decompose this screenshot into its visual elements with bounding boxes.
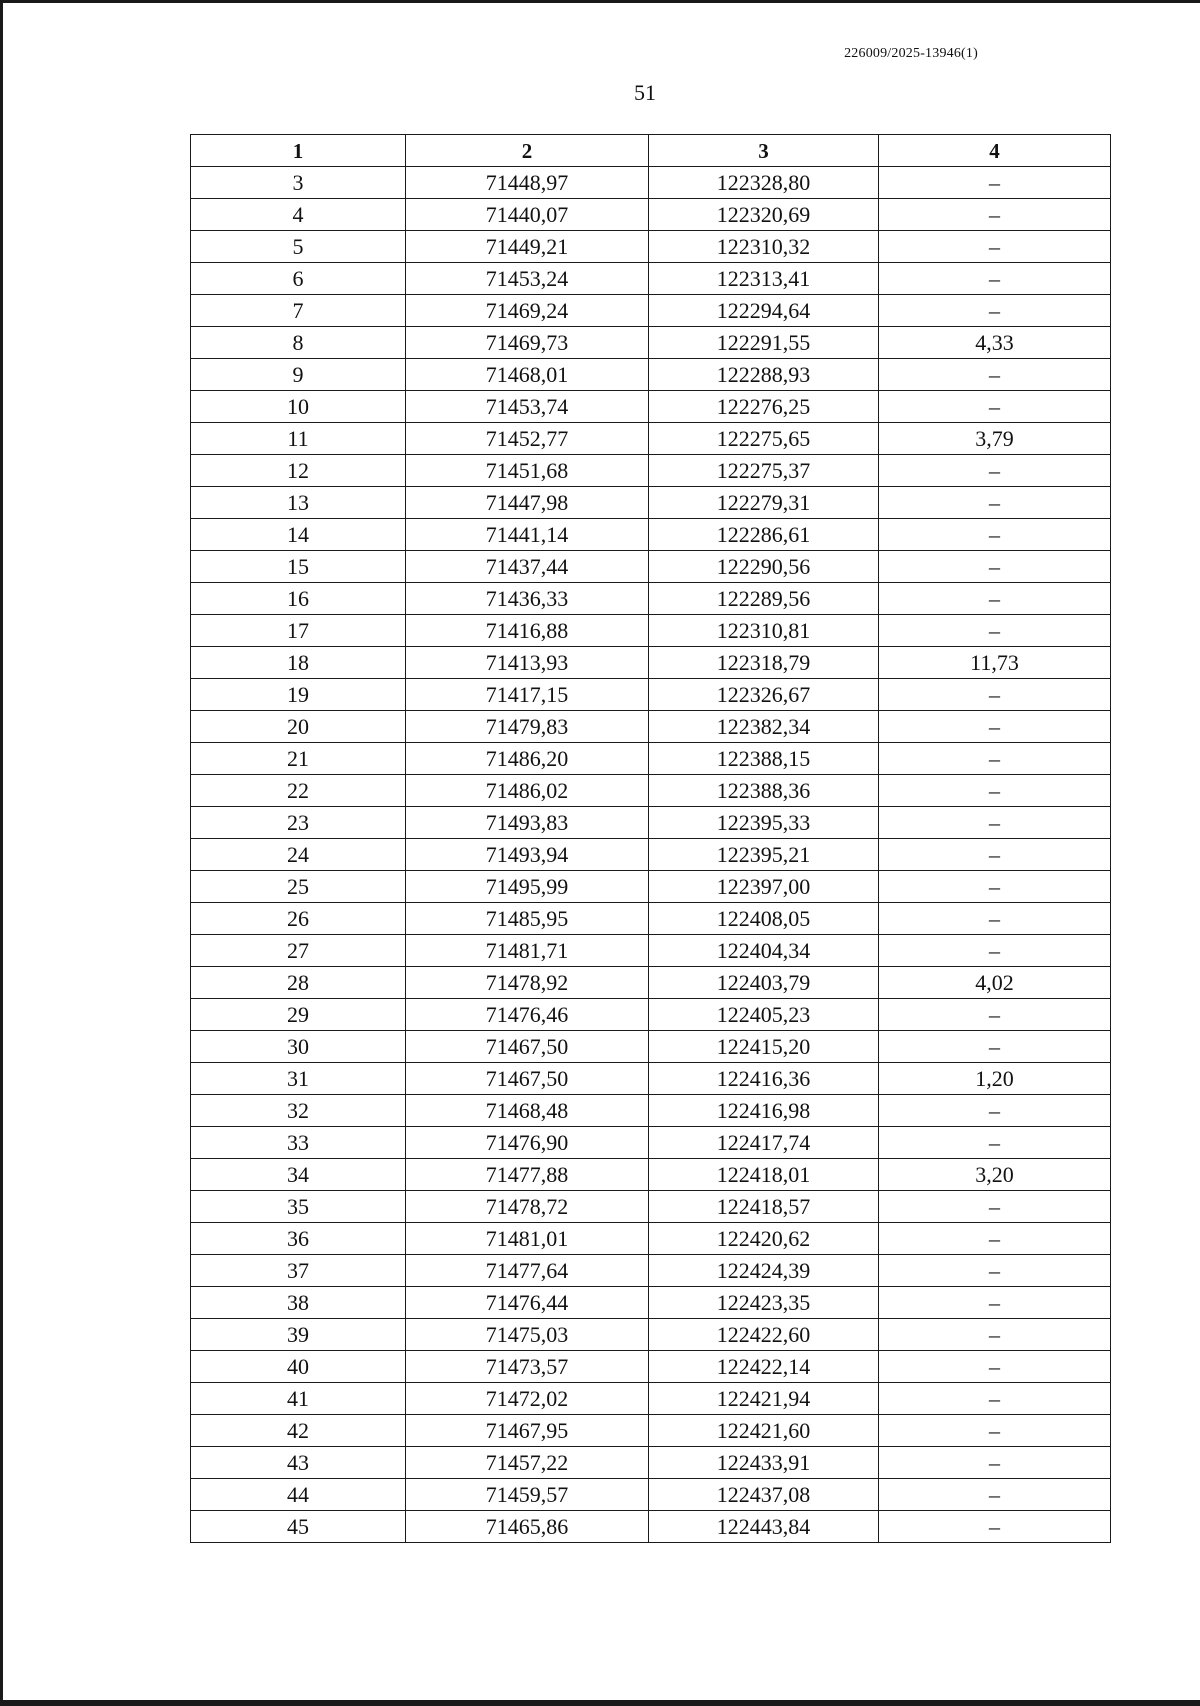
table-cell: 7 bbox=[191, 295, 406, 327]
table-cell: 28 bbox=[191, 967, 406, 999]
table-cell: 71465,86 bbox=[406, 1511, 649, 1543]
table-cell: 71476,90 bbox=[406, 1127, 649, 1159]
table-row bbox=[191, 167, 1111, 199]
table-cell: 71493,94 bbox=[406, 839, 649, 871]
table-cell: 20 bbox=[191, 711, 406, 743]
table-cell: 122294,64 bbox=[649, 295, 879, 327]
table-row bbox=[191, 679, 1111, 711]
table-cell: 71453,74 bbox=[406, 391, 649, 423]
table-cell: 19 bbox=[191, 679, 406, 711]
table-cell: 122422,14 bbox=[649, 1351, 879, 1383]
table-cell: 34 bbox=[191, 1159, 406, 1191]
table-cell: 122388,36 bbox=[649, 775, 879, 807]
table-cell: 6 bbox=[191, 263, 406, 295]
table-cell: 37 bbox=[191, 1255, 406, 1287]
table-cell: 71417,15 bbox=[406, 679, 649, 711]
table-cell: 40 bbox=[191, 1351, 406, 1383]
table-cell: 16 bbox=[191, 583, 406, 615]
table-cell: 71447,98 bbox=[406, 487, 649, 519]
table-cell: 122416,36 bbox=[649, 1063, 879, 1095]
document-id: 226009/2025-13946(1) bbox=[844, 46, 978, 61]
table-cell: 71486,02 bbox=[406, 775, 649, 807]
table-cell: 71440,07 bbox=[406, 199, 649, 231]
table-cell: – bbox=[879, 1191, 1111, 1223]
table-cell: 122405,23 bbox=[649, 999, 879, 1031]
table-cell: – bbox=[879, 1319, 1111, 1351]
table-row bbox=[191, 263, 1111, 295]
table-cell: 122275,37 bbox=[649, 455, 879, 487]
table-row bbox=[191, 1319, 1111, 1351]
table-cell: – bbox=[879, 807, 1111, 839]
table-cell: 122408,05 bbox=[649, 903, 879, 935]
table-cell: 71481,71 bbox=[406, 935, 649, 967]
table-cell: 122423,35 bbox=[649, 1287, 879, 1319]
table-cell: – bbox=[879, 455, 1111, 487]
table-cell: 71481,01 bbox=[406, 1223, 649, 1255]
table-row bbox=[191, 359, 1111, 391]
table-cell: 122415,20 bbox=[649, 1031, 879, 1063]
table-cell: 122403,79 bbox=[649, 967, 879, 999]
table-cell: 71485,95 bbox=[406, 903, 649, 935]
table-cell: – bbox=[879, 775, 1111, 807]
table-cell: – bbox=[879, 263, 1111, 295]
table-cell: 122388,15 bbox=[649, 743, 879, 775]
table-cell: 122328,80 bbox=[649, 167, 879, 199]
table-cell: 14 bbox=[191, 519, 406, 551]
table-row bbox=[191, 999, 1111, 1031]
table-cell: 35 bbox=[191, 1191, 406, 1223]
table-cell: 17 bbox=[191, 615, 406, 647]
table-row bbox=[191, 711, 1111, 743]
table-cell: – bbox=[879, 519, 1111, 551]
table-row bbox=[191, 903, 1111, 935]
table-cell: 122310,81 bbox=[649, 615, 879, 647]
table-row bbox=[191, 1191, 1111, 1223]
table-row bbox=[191, 775, 1111, 807]
table-body bbox=[191, 167, 1111, 1543]
table-cell: 71449,21 bbox=[406, 231, 649, 263]
table-cell: 71413,93 bbox=[406, 647, 649, 679]
table-cell: – bbox=[879, 583, 1111, 615]
table-cell: 42 bbox=[191, 1415, 406, 1447]
table-cell: – bbox=[879, 871, 1111, 903]
table-row bbox=[191, 199, 1111, 231]
table-cell: 12 bbox=[191, 455, 406, 487]
table-cell: 122397,00 bbox=[649, 871, 879, 903]
table-row bbox=[191, 1351, 1111, 1383]
table-cell: 122421,94 bbox=[649, 1383, 879, 1415]
page-border-left bbox=[0, 0, 3, 1706]
table-cell: 71451,68 bbox=[406, 455, 649, 487]
table-cell: 122437,08 bbox=[649, 1479, 879, 1511]
table-header-row bbox=[191, 135, 1111, 167]
table-cell: 71436,33 bbox=[406, 583, 649, 615]
table-cell: 38 bbox=[191, 1287, 406, 1319]
table-cell: 122395,21 bbox=[649, 839, 879, 871]
table-cell: 71467,50 bbox=[406, 1031, 649, 1063]
table-cell: – bbox=[879, 359, 1111, 391]
table-cell: 71469,73 bbox=[406, 327, 649, 359]
table-cell: – bbox=[879, 615, 1111, 647]
column-header: 3 bbox=[649, 135, 879, 167]
page-border-bottom bbox=[0, 1700, 1200, 1706]
table-cell: 4 bbox=[191, 199, 406, 231]
table-row bbox=[191, 551, 1111, 583]
table-row bbox=[191, 583, 1111, 615]
table-row bbox=[191, 967, 1111, 999]
page-border-top bbox=[0, 0, 1200, 3]
table-cell: 9 bbox=[191, 359, 406, 391]
table-row bbox=[191, 1095, 1111, 1127]
table-cell: 23 bbox=[191, 807, 406, 839]
table-row bbox=[191, 1063, 1111, 1095]
table-row bbox=[191, 839, 1111, 871]
table-cell: 71475,03 bbox=[406, 1319, 649, 1351]
table-cell: – bbox=[879, 551, 1111, 583]
table-cell: – bbox=[879, 1031, 1111, 1063]
table-cell: – bbox=[879, 487, 1111, 519]
table-cell: 18 bbox=[191, 647, 406, 679]
table-cell: – bbox=[879, 1479, 1111, 1511]
table-row bbox=[191, 327, 1111, 359]
table-cell: 122291,55 bbox=[649, 327, 879, 359]
table-row bbox=[191, 1383, 1111, 1415]
table-cell: 71468,01 bbox=[406, 359, 649, 391]
table-cell: 21 bbox=[191, 743, 406, 775]
table-cell: 122275,65 bbox=[649, 423, 879, 455]
table-cell: 122424,39 bbox=[649, 1255, 879, 1287]
table-cell: 122382,34 bbox=[649, 711, 879, 743]
column-header: 2 bbox=[406, 135, 649, 167]
table-cell: 71479,83 bbox=[406, 711, 649, 743]
table-cell: – bbox=[879, 199, 1111, 231]
table-cell: 3,20 bbox=[879, 1159, 1111, 1191]
table-cell: 122318,79 bbox=[649, 647, 879, 679]
table-cell: 32 bbox=[191, 1095, 406, 1127]
table-cell: 3,79 bbox=[879, 423, 1111, 455]
table-cell: 71472,02 bbox=[406, 1383, 649, 1415]
table-cell: – bbox=[879, 1127, 1111, 1159]
table-cell: 122443,84 bbox=[649, 1511, 879, 1543]
table-cell: – bbox=[879, 231, 1111, 263]
table-cell: – bbox=[879, 295, 1111, 327]
table-cell: 122276,25 bbox=[649, 391, 879, 423]
table-cell: 31 bbox=[191, 1063, 406, 1095]
table-cell: 22 bbox=[191, 775, 406, 807]
table-cell: 10 bbox=[191, 391, 406, 423]
table-cell: 1,20 bbox=[879, 1063, 1111, 1095]
table-cell: 30 bbox=[191, 1031, 406, 1063]
page-number: 51 bbox=[634, 80, 656, 105]
table-cell: 71468,48 bbox=[406, 1095, 649, 1127]
table-cell: – bbox=[879, 903, 1111, 935]
table-cell: 71416,88 bbox=[406, 615, 649, 647]
table-cell: 71448,97 bbox=[406, 167, 649, 199]
table-cell: – bbox=[879, 167, 1111, 199]
table-cell: 13 bbox=[191, 487, 406, 519]
table-cell: 71473,57 bbox=[406, 1351, 649, 1383]
table-cell: 122418,57 bbox=[649, 1191, 879, 1223]
table-cell: – bbox=[879, 679, 1111, 711]
table-cell: 39 bbox=[191, 1319, 406, 1351]
table-cell: 122289,56 bbox=[649, 583, 879, 615]
table-cell: – bbox=[879, 1287, 1111, 1319]
table-cell: 71437,44 bbox=[406, 551, 649, 583]
table-cell: – bbox=[879, 1223, 1111, 1255]
table-cell: 122286,61 bbox=[649, 519, 879, 551]
table-cell: 71467,50 bbox=[406, 1063, 649, 1095]
table-cell: – bbox=[879, 1511, 1111, 1543]
table-cell: 122404,34 bbox=[649, 935, 879, 967]
table-cell: 27 bbox=[191, 935, 406, 967]
table-cell: 15 bbox=[191, 551, 406, 583]
table-cell: 4,02 bbox=[879, 967, 1111, 999]
table-cell: 8 bbox=[191, 327, 406, 359]
table-cell: 71478,92 bbox=[406, 967, 649, 999]
table-cell: 71495,99 bbox=[406, 871, 649, 903]
table-cell: – bbox=[879, 839, 1111, 871]
table-row bbox=[191, 231, 1111, 263]
column-header: 1 bbox=[191, 135, 406, 167]
table-cell: – bbox=[879, 1351, 1111, 1383]
table-cell: – bbox=[879, 999, 1111, 1031]
table-cell: 122320,69 bbox=[649, 199, 879, 231]
coordinates-table bbox=[190, 134, 1111, 1543]
column-header: 4 bbox=[879, 135, 1111, 167]
table-cell: 71486,20 bbox=[406, 743, 649, 775]
table-row bbox=[191, 1287, 1111, 1319]
table-row bbox=[191, 1031, 1111, 1063]
table-row bbox=[191, 1127, 1111, 1159]
table-cell: 122290,56 bbox=[649, 551, 879, 583]
table-cell: 122310,32 bbox=[649, 231, 879, 263]
table-cell: – bbox=[879, 743, 1111, 775]
table-row bbox=[191, 807, 1111, 839]
table-row bbox=[191, 391, 1111, 423]
table-cell: – bbox=[879, 1095, 1111, 1127]
table-cell: – bbox=[879, 1255, 1111, 1287]
table-cell: 71476,46 bbox=[406, 999, 649, 1031]
table-cell: 71459,57 bbox=[406, 1479, 649, 1511]
table-cell: 71441,14 bbox=[406, 519, 649, 551]
table-cell: 33 bbox=[191, 1127, 406, 1159]
table-cell: 122313,41 bbox=[649, 263, 879, 295]
table-cell: – bbox=[879, 391, 1111, 423]
table-cell: 11 bbox=[191, 423, 406, 455]
table-cell: 122422,60 bbox=[649, 1319, 879, 1351]
table-cell: 29 bbox=[191, 999, 406, 1031]
table-row bbox=[191, 871, 1111, 903]
table-row bbox=[191, 455, 1111, 487]
table-row bbox=[191, 1159, 1111, 1191]
table-row bbox=[191, 743, 1111, 775]
table-cell: 71476,44 bbox=[406, 1287, 649, 1319]
table-cell: 45 bbox=[191, 1511, 406, 1543]
table-cell: 122395,33 bbox=[649, 807, 879, 839]
table-cell: 71467,95 bbox=[406, 1415, 649, 1447]
table-cell: 3 bbox=[191, 167, 406, 199]
table-cell: 5 bbox=[191, 231, 406, 263]
table-cell: 71453,24 bbox=[406, 263, 649, 295]
table-cell: 122433,91 bbox=[649, 1447, 879, 1479]
table-row bbox=[191, 615, 1111, 647]
table-cell: 122421,60 bbox=[649, 1415, 879, 1447]
table-row bbox=[191, 487, 1111, 519]
table-cell: 71469,24 bbox=[406, 295, 649, 327]
table-row bbox=[191, 1447, 1111, 1479]
table-cell: 25 bbox=[191, 871, 406, 903]
table-cell: 4,33 bbox=[879, 327, 1111, 359]
table-cell: 11,73 bbox=[879, 647, 1111, 679]
table-cell: – bbox=[879, 711, 1111, 743]
table-cell: 43 bbox=[191, 1447, 406, 1479]
table-cell: 71478,72 bbox=[406, 1191, 649, 1223]
table-row bbox=[191, 1479, 1111, 1511]
table-cell: 71452,77 bbox=[406, 423, 649, 455]
table-cell: 71477,64 bbox=[406, 1255, 649, 1287]
table-row bbox=[191, 1223, 1111, 1255]
table-cell: 122326,67 bbox=[649, 679, 879, 711]
table-cell: 71457,22 bbox=[406, 1447, 649, 1479]
table-cell: 122279,31 bbox=[649, 487, 879, 519]
table-cell: 122418,01 bbox=[649, 1159, 879, 1191]
table-cell: 122417,74 bbox=[649, 1127, 879, 1159]
table-cell: 71493,83 bbox=[406, 807, 649, 839]
table-row bbox=[191, 423, 1111, 455]
table-row bbox=[191, 1255, 1111, 1287]
table-cell: 36 bbox=[191, 1223, 406, 1255]
table-cell: 44 bbox=[191, 1479, 406, 1511]
table-row bbox=[191, 1511, 1111, 1543]
table-row bbox=[191, 935, 1111, 967]
table-cell: – bbox=[879, 1383, 1111, 1415]
table-cell: – bbox=[879, 1447, 1111, 1479]
table-cell: 122420,62 bbox=[649, 1223, 879, 1255]
table-row bbox=[191, 519, 1111, 551]
table-cell: 122288,93 bbox=[649, 359, 879, 391]
table-cell: 41 bbox=[191, 1383, 406, 1415]
table-cell: 24 bbox=[191, 839, 406, 871]
table-cell: – bbox=[879, 1415, 1111, 1447]
table-cell: 71477,88 bbox=[406, 1159, 649, 1191]
table-row bbox=[191, 1415, 1111, 1447]
table-row bbox=[191, 647, 1111, 679]
table-cell: 122416,98 bbox=[649, 1095, 879, 1127]
table-cell: 26 bbox=[191, 903, 406, 935]
table-row bbox=[191, 295, 1111, 327]
table-cell: – bbox=[879, 935, 1111, 967]
